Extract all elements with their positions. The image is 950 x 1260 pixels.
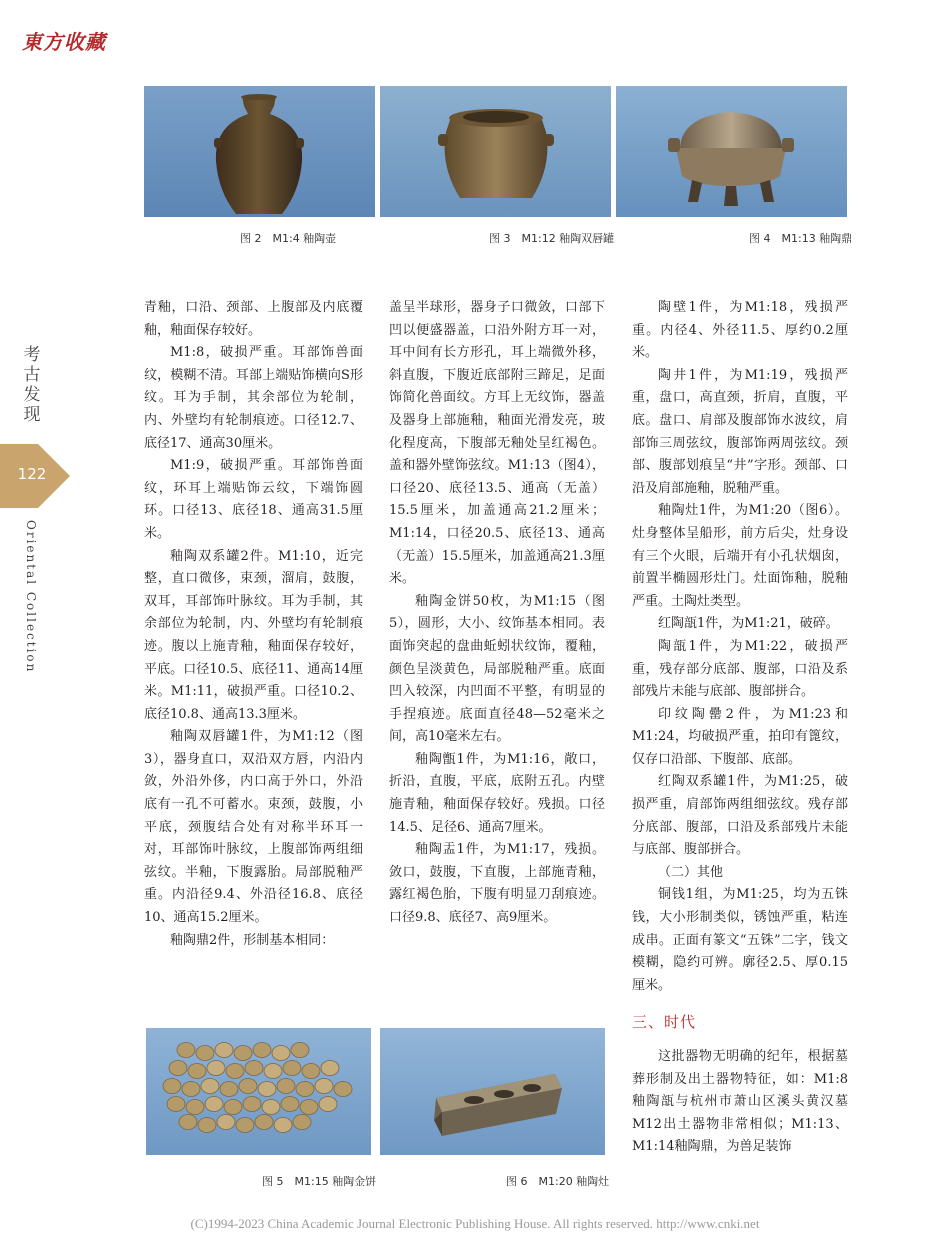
- photo-glazed-pot: [144, 86, 375, 217]
- text-column-2: [389, 297, 605, 930]
- paragraph: 釉陶鼎2件，形制基本相同：: [170, 932, 335, 948]
- figure-4-caption: 图 4 M1:13 釉陶鼎: [749, 232, 853, 245]
- paragraph: 铜钱1组，为M1:25，均为五铢钱，大小形制类似，锈蚀严重，粘连成串。正面有篆文“五铢”二字，钱文模糊，隐约可辨。廓径2.5、厚0.15厘米。: [632, 887, 848, 993]
- paragraph: 釉陶金饼50枚，为M1:15（图5），圆形，大小、纹饰基本相同。表面饰突起的盘曲蚯蚓状纹饰，覆釉，颜色呈淡黄色，局部脱釉严重。底面凹入较深，内凹面不平整，有明显的手捏痕迹。底面直径48—52毫米之间，高10毫米左右。: [389, 593, 605, 745]
- paragraph: M1:9，破损严重。耳部饰兽面纹，环耳上端贴饰云纹，下端饰圆环。口径13、底径18、通高31.5厘米。: [144, 458, 363, 541]
- gold-cake: [293, 1115, 311, 1130]
- gold-cake: [182, 1082, 200, 1097]
- figure-5-caption: 图 5 M1:15 釉陶金饼: [262, 1175, 377, 1188]
- paragraph: 釉陶甑1件，为M1:16，敞口，折沿，直腹，平底，底附五孔。内壁施青釉，釉面保存较好。残损。口径14.5、足径6、通高7厘米。: [389, 751, 605, 835]
- gold-cake: [319, 1097, 337, 1112]
- gold-cake: [196, 1046, 214, 1061]
- gold-cake: [321, 1061, 339, 1076]
- gold-cake: [215, 1043, 233, 1058]
- page-number: 122: [17, 465, 47, 483]
- photo-gold-cakes: [146, 1028, 371, 1155]
- gold-cake: [207, 1061, 225, 1076]
- section-title: 三、时代: [632, 1013, 697, 1032]
- gold-cake: [220, 1082, 238, 1097]
- gold-cake: [272, 1046, 290, 1061]
- gold-cake: [188, 1064, 206, 1079]
- paragraph: 陶井1件，为M1:19，残损严重，盘口，高直颈，折肩，直腹，平底。盘口、肩部及腹部饰水波纹，肩部饰三周弦纹，腹部饰两周弦纹。颈部、腹部划痕呈“井”字形。颈部、口沿及肩部施釉，脱釉严重。: [632, 367, 848, 496]
- photo-glazed-ding: [616, 86, 847, 217]
- gold-cake: [262, 1100, 280, 1115]
- gold-cake: [296, 1082, 314, 1097]
- gold-cake: [186, 1100, 204, 1115]
- gold-cake: [255, 1115, 273, 1130]
- paragraph: M1:8，破损严重。耳部饰兽面纹，模糊不清。耳部上端贴饰横向S形纹。耳为手制，其余部位为轮制，内、外壁均有轮制痕迹。口径12.7、底径17、通高30厘米。: [144, 345, 363, 451]
- text-column-1: [144, 297, 363, 952]
- figure-2-caption: 图 2 M1:4 釉陶壶: [240, 232, 337, 245]
- gold-cake: [226, 1064, 244, 1079]
- gold-cake: [274, 1118, 292, 1133]
- paragraph: 盖呈半球形，器身子口微敛，口部下凹以便盛器盖，口沿外附方耳一对，耳中间有长方形孔，耳上端微外移，斜直腹，下腹近底部附三蹄足，足面饰简化兽面纹。方耳上无纹饰，器盖及器身上部施釉，釉面光滑发亮，玻化程度高，下腹部无釉处呈红褐色。盖和器外壁饰弦纹。M1:13（图4），口径20、底径13.5、通高（无盖）15.5厘米，加盖通高21.2厘米；M1:14，口径20.5、底径13、通高（无盖）15.5厘米，加盖通高21.3厘米。: [389, 300, 605, 587]
- paragraph: 红陶瓿1件，为M1:21，破碎。: [658, 616, 839, 632]
- gold-cake: [179, 1115, 197, 1130]
- gold-cake: [163, 1079, 181, 1094]
- gold-cake: [167, 1097, 185, 1112]
- paragraph: 釉陶双系罐2件。M1:10，近完整，直口微侈，束颈，溜肩，鼓腹，双耳，耳部饰叶脉纹。耳为手制，其余部位为轮制，内、外壁均有轮制痕迹。腹以上施青釉，釉面保存较好，平底。口径10.5、底径11、通高14厘米。M1:11，破损严重。口径10.2、底径10.8、通高13.3厘米。: [144, 548, 363, 722]
- gold-cake: [334, 1082, 352, 1097]
- photo-glazed-stove: [380, 1028, 605, 1155]
- paragraph: 陶壁1件，为M1:18，残损严重。内径4、外径11.5、厚约0.2厘米。: [632, 300, 848, 361]
- photo-double-lip-jar: [380, 86, 611, 217]
- paragraph: 红陶双系罐1件，为M1:25，破损严重，肩部饰两组细弦纹。残存部分底部、腹部，口沿及系部残片未能与底部、腹部拼合。: [632, 774, 848, 858]
- gold-cake: [283, 1061, 301, 1076]
- gold-cake: [239, 1079, 257, 1094]
- figure-6-caption: 图 6 M1:20 釉陶灶: [506, 1175, 610, 1188]
- gold-cake: [201, 1079, 219, 1094]
- gold-cake: [264, 1064, 282, 1079]
- paragraph: 陶瓿1件，为M1:22，破损严重，残存部分底部、腹部，口沿及系部残片未能与底部、腹部拼合。: [632, 638, 848, 700]
- page-number-tab: [0, 444, 70, 508]
- paragraph: 釉陶灶1件，为M1:20（图6）。灶身整体呈船形，前方后尖，灶身设有三个火眼，后端开有小孔状烟囱，前置半椭圆形灶门。灶面饰釉，脱釉严重。土陶灶类型。: [632, 503, 848, 609]
- gold-cake: [234, 1046, 252, 1061]
- gold-cake: [277, 1079, 295, 1094]
- gold-cake: [169, 1061, 187, 1076]
- text-column-3: [632, 297, 848, 1159]
- subsection-heading: （二）其他: [658, 864, 724, 880]
- gold-cake: [258, 1082, 276, 1097]
- gold-cake: [236, 1118, 254, 1133]
- gold-cake: [245, 1061, 263, 1076]
- paragraph: 印纹陶罍2件，为M1:23和M1:24，均破损严重，拍印有篦纹，仅存口沿部、下腹部、底部。: [632, 706, 848, 767]
- gold-cake: [224, 1100, 242, 1115]
- gold-cake: [253, 1043, 271, 1058]
- figure-3-caption: 图 3 M1:12 釉陶双唇罐: [489, 232, 615, 245]
- paragraph: 青釉，口沿、颈部、上腹部及内底覆釉，釉面保存较好。: [144, 300, 363, 338]
- journal-logo: 東方收藏: [22, 30, 106, 54]
- gold-cake: [177, 1043, 195, 1058]
- gold-cake: [281, 1097, 299, 1112]
- gold-cake: [198, 1118, 216, 1133]
- gold-cake: [291, 1043, 309, 1058]
- gold-cake: [205, 1097, 223, 1112]
- paragraph: 釉陶盂1件，为M1:17，残损。敛口，鼓腹，下直腹，上部施青釉，露红褐色胎，下腹有明显刀刮痕迹。口径9.8、底径7、高9厘米。: [389, 842, 605, 926]
- gold-cake: [302, 1064, 320, 1079]
- side-english-title: Oriental Collection: [24, 520, 38, 674]
- gold-cake: [217, 1115, 235, 1130]
- gold-cake: [243, 1097, 261, 1112]
- gold-cake: [300, 1100, 318, 1115]
- copyright-footer: (C)1994-2023 China Academic Journal Electronic Publishing House. All rights reserved. http://www.cnki.net: [190, 1216, 760, 1231]
- gold-cake: [315, 1079, 333, 1094]
- paragraph: 这批器物无明确的纪年，根据墓葬形制及出土器物特征，如：M1:8釉陶瓿与杭州市萧山区溪头黄汉墓M12出土器物非常相似；M1:13、M1:14釉陶鼎，为兽足装饰: [632, 1049, 848, 1155]
- section-side-title: 考古发现: [23, 345, 41, 425]
- paragraph: 釉陶双唇罐1件，为M1:12（图3），器身直口，双沿双方唇，内沿内敛，外沿外侈，内口高于外口，外沿底有一孔不可蓄水。束颈，鼓腹，小平底，颈腹结合处有对称半环耳一对，耳部饰叶脉纹，上腹部饰两组细弦纹。半釉，下腹露胎。局部脱釉严重。内沿径9.4、外沿径16.8、底径10、通高15.2厘米。: [144, 729, 363, 926]
- side-english-title-wrap: [14, 520, 48, 674]
